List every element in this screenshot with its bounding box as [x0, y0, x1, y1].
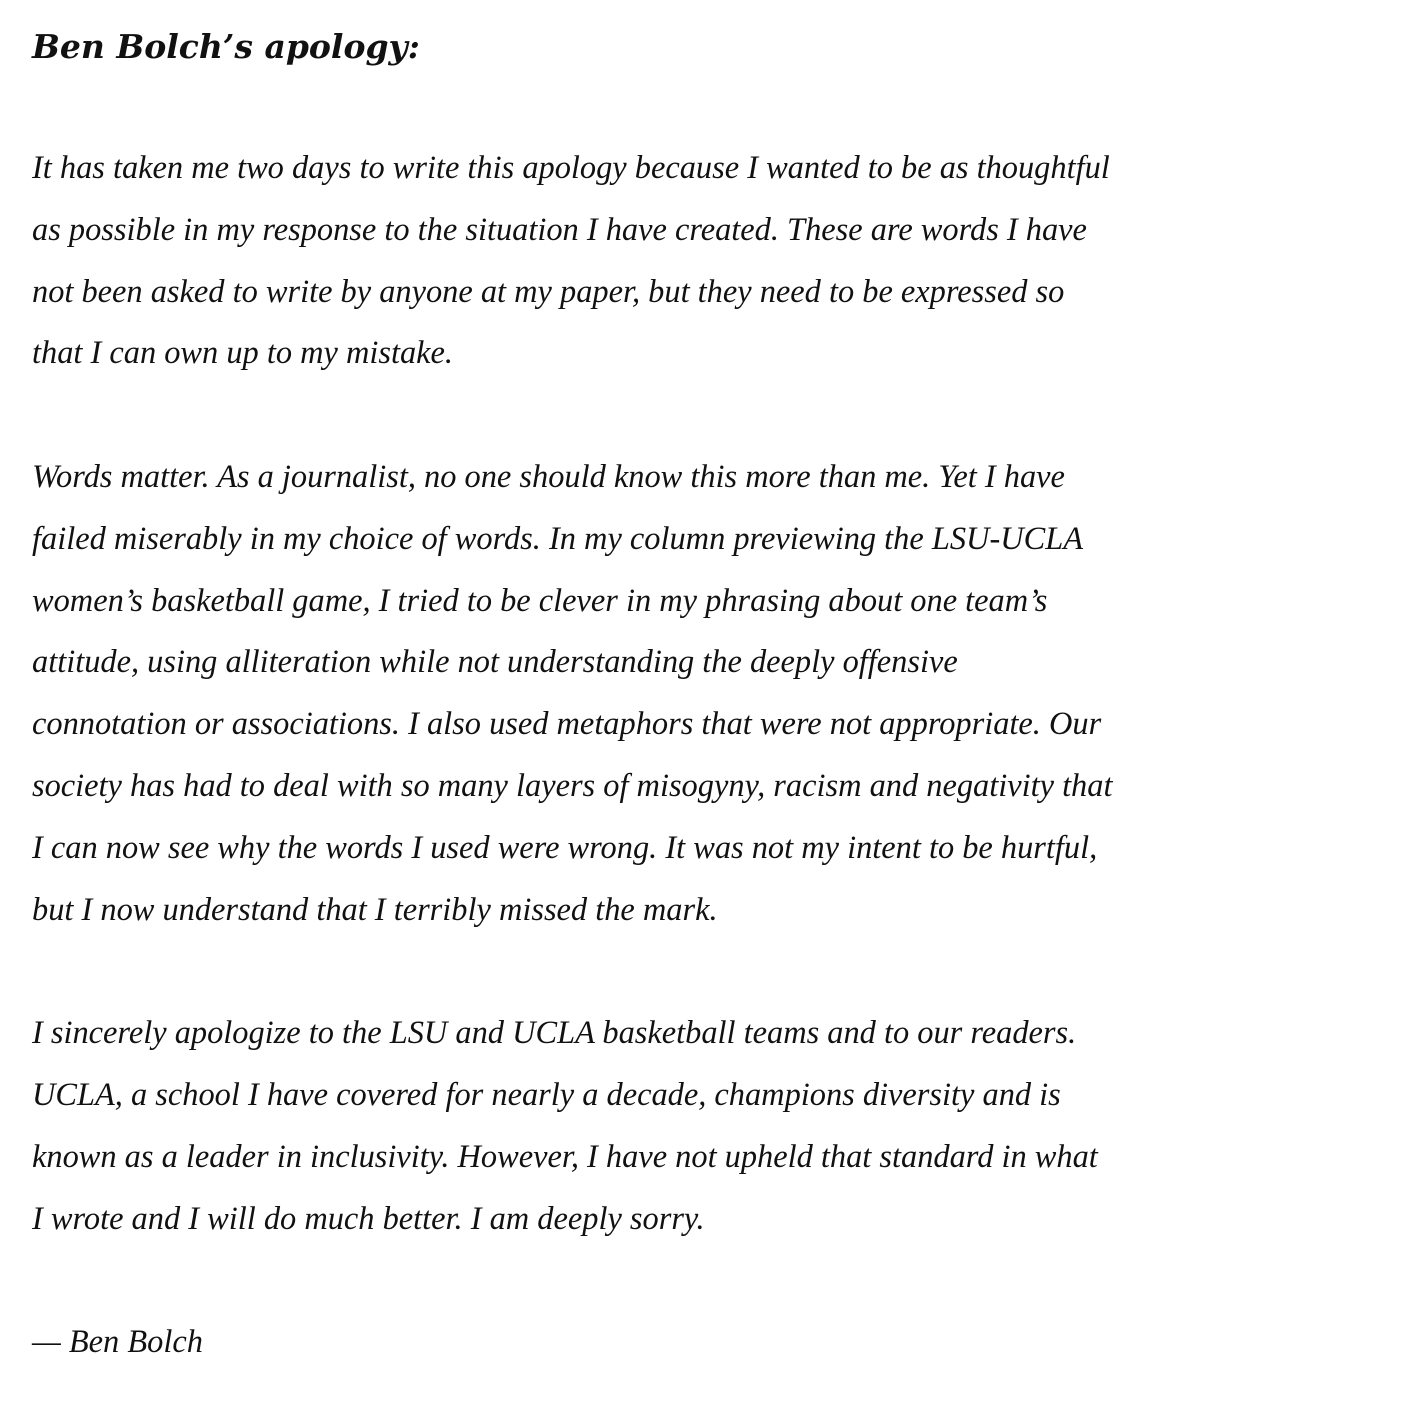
paragraph-line: women’s basketball game, I tried to be clever in my phrasing about one team’s	[32, 582, 1048, 619]
paragraph-line: UCLA, a school I have covered for nearly a decade, champions diversity and is	[32, 1076, 1061, 1113]
apology-document	[32, 18, 1394, 1374]
paragraph-line: that I can own up to my mistake.	[32, 335, 454, 372]
document-heading: Ben Bolch’s apology:	[32, 27, 420, 66]
paragraph-spacer	[32, 1250, 1394, 1312]
paragraph-line: not been asked to write by anyone at my paper, but they need to be expressed so	[32, 273, 1065, 310]
paragraph-line: failed miserably in my choice of words. In my column previewing the LSU-UCLA	[32, 520, 1084, 557]
paragraph-line: as possible in my response to the situation I have created. These are words I have	[32, 211, 1087, 248]
paragraph-line: attitude, using alliteration while not understanding the deeply offensive	[32, 644, 958, 681]
paragraph-line: society has had to deal with so many layers of misogyny, racism and negativity that	[32, 767, 1113, 804]
paragraph-line: Words matter. As a journalist, no one should know this more than me. Yet I have	[32, 458, 1065, 495]
paragraph-line: I can now see why the words I used were wrong. It was not my intent to be hurtful,	[32, 829, 1098, 866]
paragraph-line: but I now understand that I terribly missed the mark.	[32, 891, 718, 928]
paragraph-line: connotation or associations. I also used metaphors that were not appropriate. Our	[32, 706, 1102, 743]
paragraph-3	[32, 1003, 1394, 1250]
paragraph-2	[32, 447, 1394, 941]
paragraph-1	[32, 138, 1394, 385]
paragraph-spacer	[32, 941, 1394, 1003]
paragraph-line: known as a leader in inclusivity. However, I have not upheld that standard in what	[32, 1138, 1098, 1175]
paragraph-line: It has taken me two days to write this apology because I wanted to be as thoughtful	[32, 150, 1110, 186]
paragraph-line: I wrote and I will do much better. I am deeply sorry.	[32, 1200, 705, 1237]
signature: — Ben Bolch	[32, 1324, 203, 1361]
paragraph-line: I sincerely apologize to the LSU and UCLA basketball teams and to our readers.	[32, 1015, 1077, 1052]
paragraph-spacer	[32, 385, 1394, 447]
